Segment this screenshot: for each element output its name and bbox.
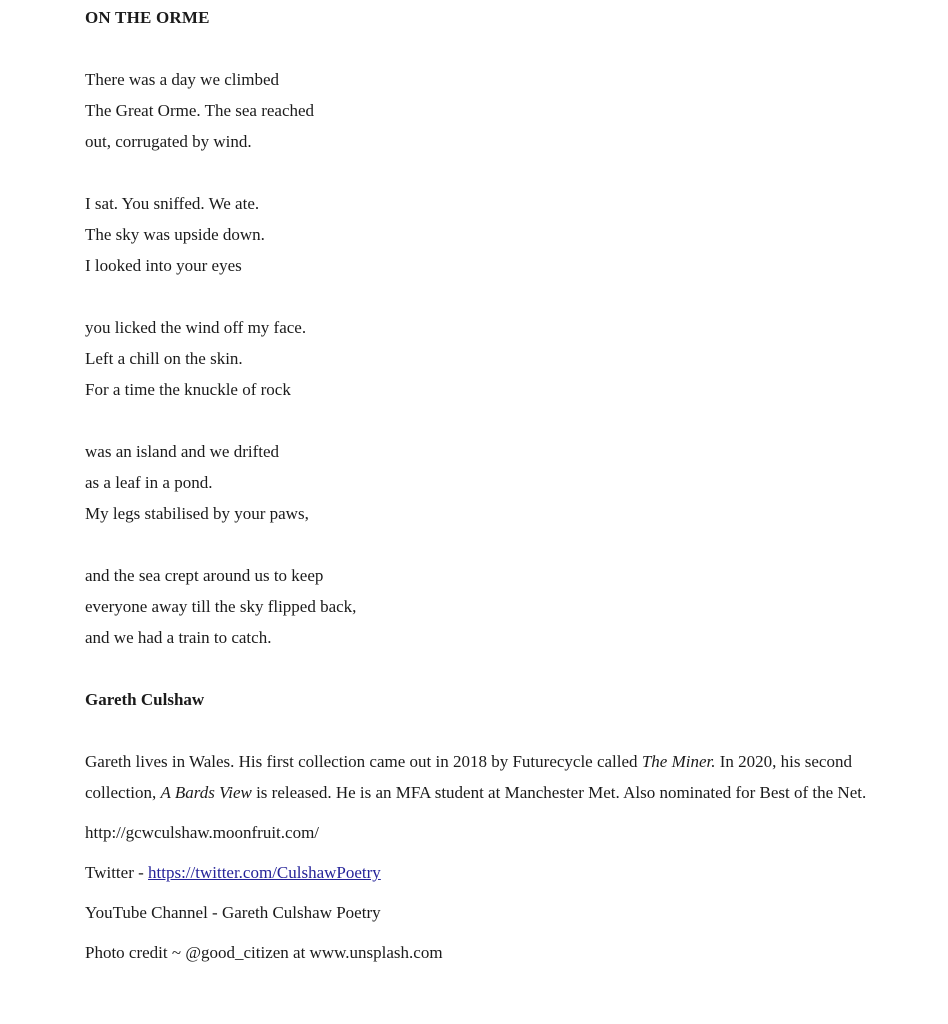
- author-name: Gareth Culshaw: [85, 690, 205, 709]
- poem-line: I looked into your eyes: [85, 256, 242, 275]
- poem-line: was an island and we drifted: [85, 442, 280, 461]
- book-title-the-miner: The Miner.: [641, 752, 716, 771]
- twitter-label: Twitter -: [85, 863, 149, 882]
- bio-text: Gareth lives in Wales. His first collection came out in 2018 by Futurecycle called: [85, 752, 642, 771]
- poem-line: I sat. You sniffed. We ate.: [85, 194, 260, 213]
- author-bio: [85, 746, 869, 808]
- poem-line: The Great Orme. The sea reached: [85, 101, 315, 120]
- twitter-line: [85, 857, 948, 888]
- poem-line: as a leaf in a pond.: [85, 473, 213, 492]
- poem-stanza-1: [85, 64, 948, 157]
- poem-title: ON THE ORME: [85, 8, 210, 27]
- website-url: http://gcwculshaw.moonfruit.com/: [85, 823, 320, 842]
- photo-credit-line: Photo credit ~ @good_citizen at www.unsplash.com: [85, 943, 443, 962]
- poem-stanza-5: [85, 560, 948, 653]
- poem-line: out, corrugated by wind.: [85, 132, 252, 151]
- poem-line: and we had a train to catch.: [85, 628, 272, 647]
- poem-stanza-4: [85, 436, 948, 529]
- poem-line: everyone away till the sky flipped back,: [85, 597, 357, 616]
- poem-line: you licked the wind off my face.: [85, 318, 307, 337]
- bio-text: is released. He is an MFA student at Manchester Met. Also nominated for Best of the Net.: [251, 783, 867, 802]
- bio-text: In 2020, his second collection,: [85, 752, 852, 802]
- poem-body: [85, 64, 948, 653]
- poem-line: My legs stabilised by your paws,: [85, 504, 309, 523]
- poem-line: There was a day we climbed: [85, 70, 279, 89]
- poem-stanza-3: [85, 312, 948, 405]
- poem-stanza-2: [85, 188, 948, 281]
- poem-line: and the sea crept around us to keep: [85, 566, 324, 585]
- poem-line: The sky was upside down.: [85, 225, 265, 244]
- twitter-link[interactable]: https://twitter.com/CulshawPoetry: [148, 863, 381, 882]
- poem-line: Left a chill on the skin.: [85, 349, 243, 368]
- youtube-line: YouTube Channel - Gareth Culshaw Poetry: [85, 903, 381, 922]
- poem-line: For a time the knuckle of rock: [85, 380, 291, 399]
- book-title-a-bards-view: A Bards View: [160, 783, 252, 802]
